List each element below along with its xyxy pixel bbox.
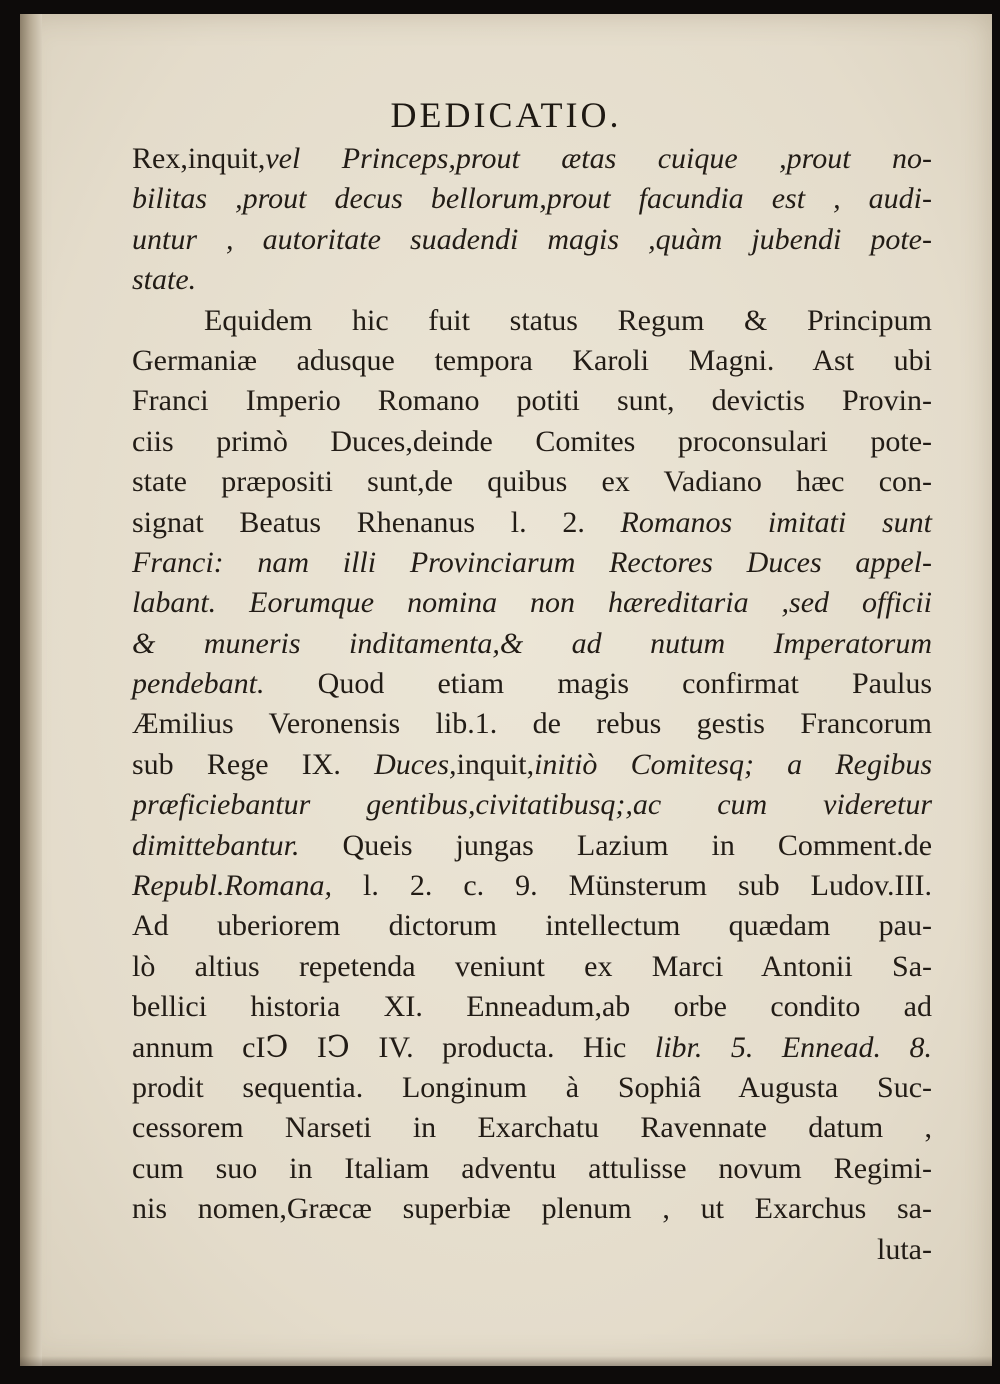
italic-text: & muneris inditamenta,& ad nutum Imperatorum [132,626,932,660]
roman-text: inquit, [456,747,535,781]
italic-text: Duces, [374,747,457,781]
italic-text: untur , autoritate suadendi magis ,quàm jubendi pote- [132,222,932,256]
roman-text: Germaniæ adusque tempora Karoli Magni. Ast ubi [132,343,932,377]
text-line [132,1028,932,1068]
text-line [132,745,932,785]
roman-text: Queis jungas Lazium in Comment.de [342,828,933,862]
text-line [132,1189,932,1229]
text-line [132,503,932,543]
italic-text: pendebant. [132,667,318,701]
roman-text: nis nomen,Græcæ superbiæ plenum , ut Exarchus sa- [132,1192,932,1226]
text-line [132,543,932,583]
roman-text: annum cIↃ IↃ IV. producta. Hic [132,1030,655,1064]
text-line [132,260,932,300]
roman-text: Æmilius Veronensis lib.1. de rebus gestis Francorum [132,707,932,741]
roman-text: Equidem hic fuit status Regum & Principum [204,303,932,337]
roman-text: l. 2. c. 9. Münsterum sub Ludov.III. [362,869,933,903]
text-line [132,826,932,866]
italic-text: Franci: nam illi Provinciarum Rectores Duces appel- [132,545,932,579]
roman-text: cum suo in Italiam adventu attulisse novum Regimi- [132,1151,932,1185]
italic-text: vel Princeps,prout ætas cuique ,prout no- [265,142,932,175]
roman-text: sub Rege IX. [132,747,375,781]
text-line [132,664,932,704]
italic-text: Republ.Romana, [132,869,363,903]
roman-text: bellici historia XI. Enneadum,ab orbe condito ad [132,990,932,1024]
roman-text: prodit sequentia. Longinum à Sophiâ Augusta Suc- [132,1070,932,1104]
italic-text: bilitas ,prout decus bellorum,prout facundia est , audi- [132,182,932,216]
text-line [132,422,932,462]
book-page [20,14,992,1366]
italic-text: dimittebantur. [132,828,343,862]
text-line [132,866,932,906]
italic-text: labant. Eorumque nomina non hæreditaria ,sed officii [132,586,932,620]
text-line [132,341,932,381]
text-line [132,179,932,219]
page-bottom-edge [20,1356,992,1366]
italic-text: state. [132,263,197,297]
roman-text: lò altius repetenda veniunt ex Marci Antonii Sa- [132,949,932,983]
roman-text: state præpositi sunt,de quibus ex Vadiano hæc con- [132,465,932,499]
italic-text: initiò Comitesq; a Regibus [534,747,932,781]
roman-text: signat Beatus Rhenanus l. 2. [132,505,621,539]
text-line [132,906,932,946]
text-line [132,220,932,260]
binding-gutter [20,14,42,1366]
text-line [132,139,932,179]
text-line [132,624,932,664]
roman-text: Quod etiam magis confirmat Paulus [317,667,932,701]
text-line [132,381,932,421]
text-line [132,1108,932,1148]
text-line [132,462,932,502]
roman-text: Ad uberiorem dictorum intellectum quædam pau- [132,909,932,943]
italic-text: Romanos imitati sunt [620,505,932,539]
text-line [132,785,932,825]
roman-text: Franci Imperio Romano potiti sunt, devictis Provin- [132,384,932,418]
italic-text: præficiebantur gentibus,civitatibusq;,ac cum videretur [132,788,932,822]
roman-text: cessorem Narseti in Exarchatu Ravennate datum , [132,1111,932,1145]
text-line [132,1068,932,1108]
running-head: DEDICATIO. [390,95,622,135]
text-line [132,1149,932,1189]
catchword: luta- [877,1232,932,1266]
roman-text: ciis primò Duces,deinde Comites proconsulari pote- [132,424,932,458]
text-line [132,704,932,744]
text-line [132,301,932,341]
roman-text: Rex,inquit, [132,142,266,175]
text-line [132,987,932,1027]
body-text [132,139,932,1270]
text-line [132,947,932,987]
italic-text: libr. 5. Ennead. 8. [654,1030,932,1064]
text-line [132,583,932,623]
